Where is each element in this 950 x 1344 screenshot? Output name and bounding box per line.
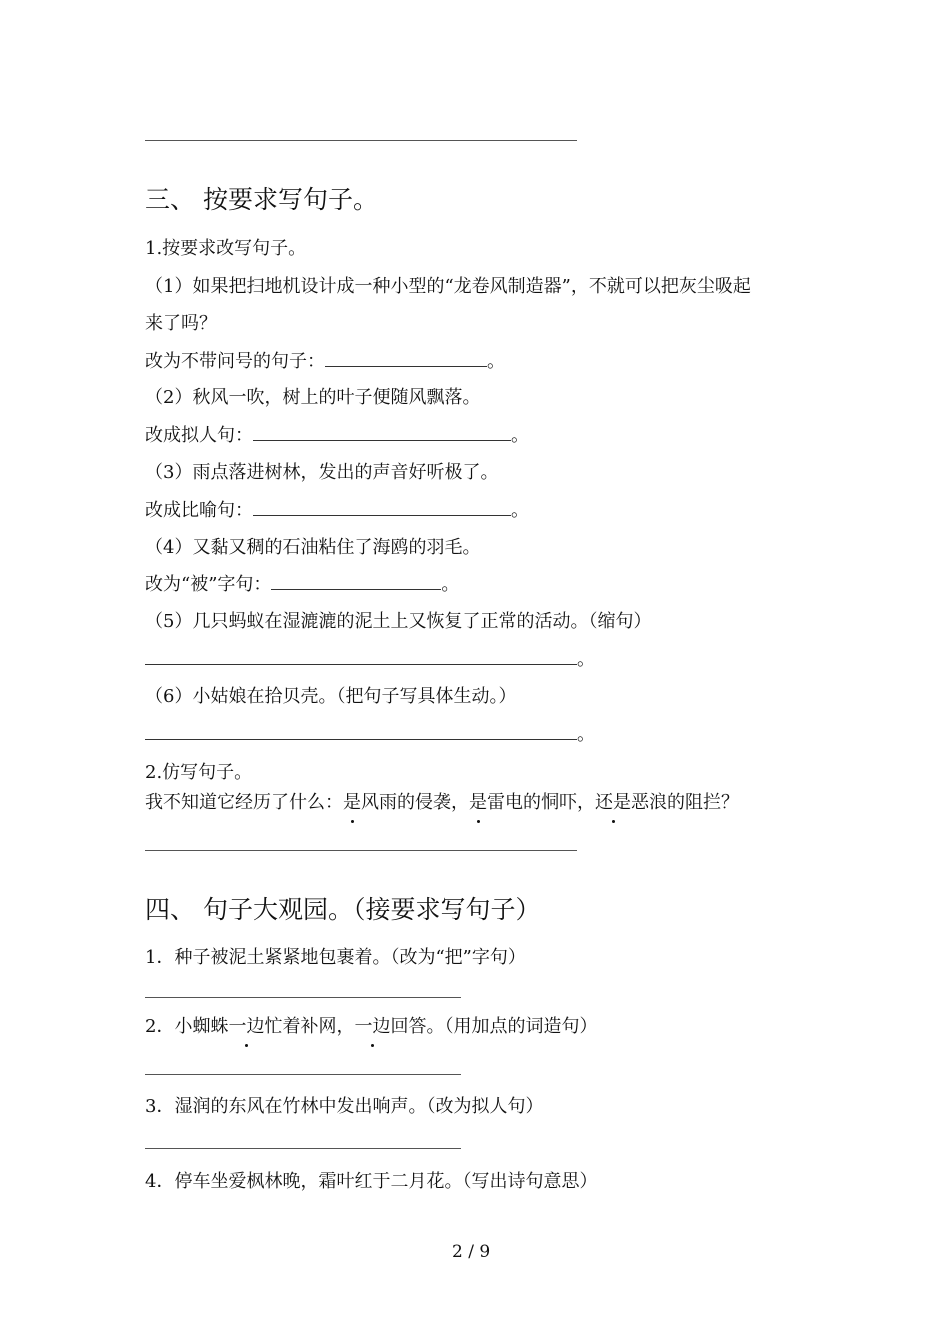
sentence-part: 我不知道它经历了什么： (145, 792, 343, 813)
dotted-word: 还是 (595, 788, 631, 814)
period: 。 (511, 500, 529, 521)
period: 。 (577, 724, 595, 745)
task-label: 改为“被”字句： (145, 574, 272, 595)
period: 。 (441, 574, 460, 595)
answer-blank[interactable] (271, 573, 441, 590)
question-text: （5）几只蚂蚁在湿漉漉的泥土上又恢复了正常的活动。（缩句） (145, 611, 652, 632)
sentence-part: 风雨的侵袭， (361, 792, 469, 813)
period: 。 (487, 351, 505, 372)
answer-blank[interactable] (145, 648, 577, 665)
answer-blank[interactable] (253, 499, 511, 516)
question-text: （1）如果把扫地机设计成一种小型的“龙卷风制造器”，不就可以把灰尘吸起 (145, 276, 751, 297)
task-label: 改为不带问号的句子： (145, 351, 325, 372)
dotted-word: 是 (469, 788, 487, 814)
task-row (145, 645, 595, 671)
answer-line[interactable] (145, 850, 577, 851)
question-text: （4）又黏又稠的石油粘住了海鸥的羽毛。 (145, 537, 481, 558)
sentence-part: 回答。（用加点的词造句） (390, 1016, 598, 1037)
task-row (145, 570, 459, 596)
answer-line[interactable] (145, 1074, 461, 1075)
answer-line (145, 140, 577, 141)
question-text: （3）雨点落进树林，发出的声音好听极了。 (145, 462, 499, 483)
task-label: 改成比喻句： (145, 500, 253, 521)
section-title: 四、 句子大观园。（接要求写句子） (145, 895, 541, 924)
question-text: 1．种子被泥土紧紧地包裹着。（改为“把”字句） (145, 947, 526, 968)
answer-blank[interactable] (325, 350, 487, 367)
sentence-part: 2．小蜘蛛 (145, 1016, 229, 1037)
dotted-word: 一边 (354, 1012, 390, 1038)
question-text: 来了吗？ (145, 313, 217, 334)
question-text (145, 1012, 597, 1038)
question-text: （6）小姑娘在拾贝壳。（把句子写具体生动。） (145, 686, 517, 707)
answer-blank[interactable] (253, 424, 511, 441)
task-row (145, 720, 595, 746)
task-row (145, 496, 529, 522)
dotted-word: 是 (343, 788, 361, 814)
question-text: 3．湿润的东风在竹林中发出响声。（改为拟人句） (145, 1096, 544, 1117)
answer-blank[interactable] (145, 723, 577, 740)
sentence-part: 恶浪的阻拦？ (631, 792, 739, 813)
section-title: 三、 按要求写句子。 (145, 185, 378, 214)
period: 。 (511, 425, 529, 446)
sentence-part: 忙着补网， (264, 1016, 355, 1037)
page-number: 2 / 9 (452, 1242, 491, 1262)
dotted-word: 一边 (228, 1012, 264, 1038)
sentence-part: 雷电的恫吓， (487, 792, 595, 813)
task-row (145, 347, 505, 373)
question-title: 2.仿写句子。 (145, 762, 253, 783)
imitation-sentence (145, 788, 739, 814)
question-title: 1.按要求改写句子。 (145, 238, 307, 259)
question-text: 4．停车坐爱枫林晚，霜叶红于二月花。（写出诗句意思） (145, 1171, 598, 1192)
answer-line[interactable] (145, 1148, 461, 1149)
period: 。 (577, 649, 595, 670)
task-label: 改成拟人句： (145, 425, 253, 446)
task-row (145, 421, 529, 447)
answer-line[interactable] (145, 997, 461, 998)
question-text: （2）秋风一吹，树上的叶子便随风飘落。 (145, 387, 481, 408)
